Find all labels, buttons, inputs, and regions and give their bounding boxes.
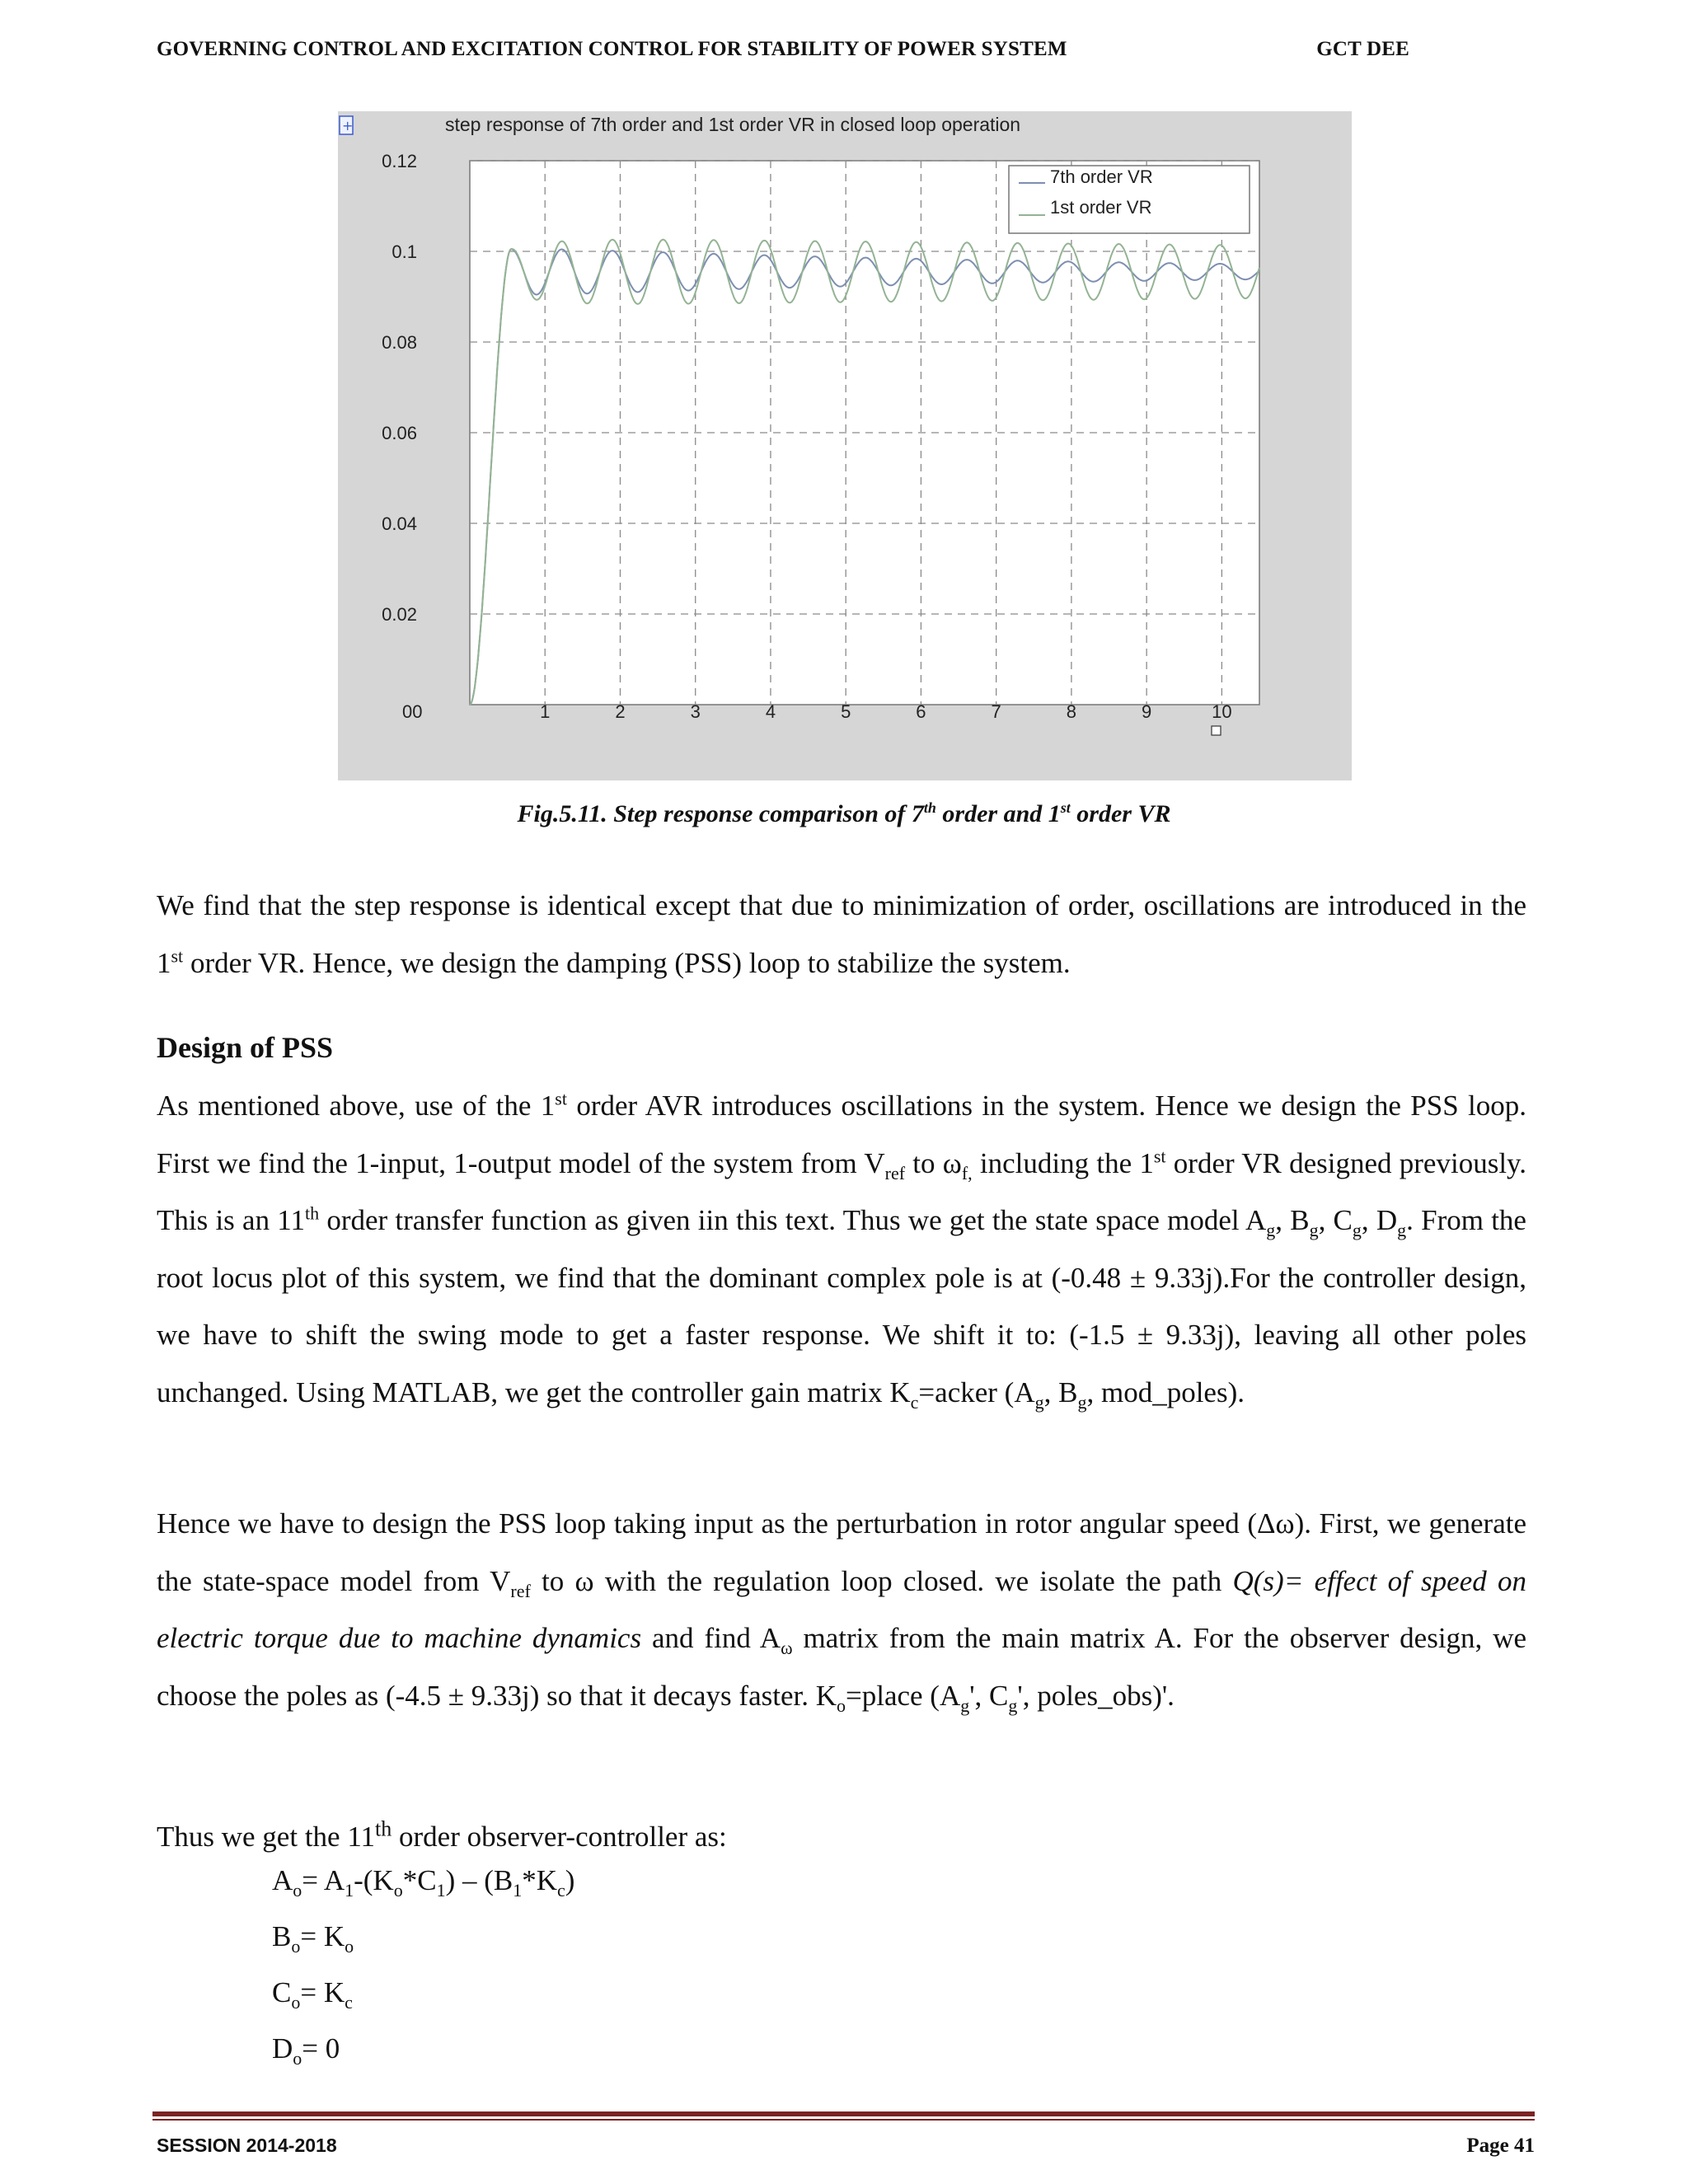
paragraph-step-response: We find that the step response is identical except that due to minimization of order, oscillations are introduced in the 1st order VR. Hence, we design the damping (PSS) loop to stabilize the system.: [157, 889, 1526, 979]
equation-bo: $B_o= K_o$: [272, 1920, 354, 1957]
paragraph-observer-design: Hence we have to design the PSS loop taking input as the perturbation in rotor angular speed (Δω). First, we generate the state-space model from $V_{ref}$ to ω with the regulation loop closed. we isolate the path Q(s)= effect of speed on electric torque due to machine dynamics and find $A_\omega$ matrix from the main matrix A. For the observer design, we choose the poles as (-4.5 ± 9.33j) so that it decays faster. $K_o=place$ ($A_g'$, $C_g'$, poles_obs)'.: [157, 1507, 1527, 1716]
x-tick-label: 4: [765, 701, 776, 722]
x-tick-label: 5: [841, 701, 851, 722]
paragraph-design-pss: As mentioned above, use of the 1st order AVR introduces oscillations in the system. Hence we design the PSS loop. First we find the 1-input, 1-output model of the system from $V_{ref}$ to $\omega_{f,}$ including the 1st order VR designed previously. This is an 11th order transfer function as given iin this text. Thus we get the state space model $A_g$, $B_g$, $C_g$, $D_g$. From the root locus plot of this system, we find that the dominant complex pole is at (-0.48 ± 9.33j).For the controller design, we have to shift the swing mode to get a faster response. We shift it to: (-1.5 ± 9.33j), leaving all other poles unchanged. Using MATLAB, we get the controller gain matrix $K_c=acker$ ($A_g$, $B_g$, mod_poles).: [157, 1088, 1527, 1413]
y-tick-label: 0.06: [382, 423, 417, 443]
equation-co: $C_o= K_c$: [272, 1976, 353, 2013]
legend: [1009, 166, 1250, 233]
footer-page-number: Page 41: [1466, 2135, 1535, 2157]
y-tick-label: 0.08: [382, 332, 417, 353]
legend-label-1st: 1st order VR: [1050, 197, 1152, 218]
footer-session: SESSION 2014-2018: [157, 2135, 337, 2156]
x-tick-label: 2: [615, 701, 626, 722]
figure-toolbar-icon: [340, 116, 353, 134]
equation-ao: $A_o= A_1-(K_o*C_1) - (B_1*K_c)$: [272, 1864, 575, 1900]
equation-do: $D_o= 0$: [272, 2032, 340, 2069]
x-tick-label: 3: [690, 701, 701, 722]
x-tick-label: 7: [991, 701, 1001, 722]
y-tick-label: 0.12: [382, 151, 417, 171]
header-dept: GCT DEE: [1316, 38, 1409, 60]
figure-corner-marker: [1212, 726, 1221, 735]
header-title: GOVERNING CONTROL AND EXCITATION CONTROL FOR STABILITY OF POWER SYSTEM: [157, 38, 1067, 60]
step-response-figure: [338, 111, 1352, 780]
chart-title: step response of 7th order and 1st order VR in closed loop operation: [445, 114, 1021, 135]
running-header: [157, 38, 1409, 61]
y-tick-label: 0.1: [392, 241, 417, 262]
y-tick-label: 0.04: [382, 513, 417, 534]
footer-rule-thick: [152, 2111, 1535, 2116]
legend-label-7th: 7th order VR: [1050, 166, 1153, 187]
x-tick-label: 10: [1212, 701, 1232, 722]
x-tick-label: 1: [540, 701, 551, 722]
y-tick-labels: [382, 151, 417, 625]
step-response-chart: [338, 111, 1352, 780]
footer-rule-thin: [152, 2119, 1535, 2121]
x-tick-label: 8: [1066, 701, 1077, 722]
svg-text:+: +: [342, 118, 354, 134]
x-tick-label: 6: [916, 701, 926, 722]
origin-label: 00: [402, 701, 423, 722]
paragraph-observer-controller: Thus we get the 11th order observer-controller as:: [157, 1816, 727, 1853]
x-tick-label: 9: [1142, 701, 1152, 722]
figure-caption: Fig.5.11. Step response comparison of 7th order and 1st order VR: [517, 799, 1171, 827]
section-heading: Design of PSS: [157, 1031, 334, 1064]
page-footer: [157, 2135, 1535, 2157]
y-tick-label: 0.02: [382, 604, 417, 625]
